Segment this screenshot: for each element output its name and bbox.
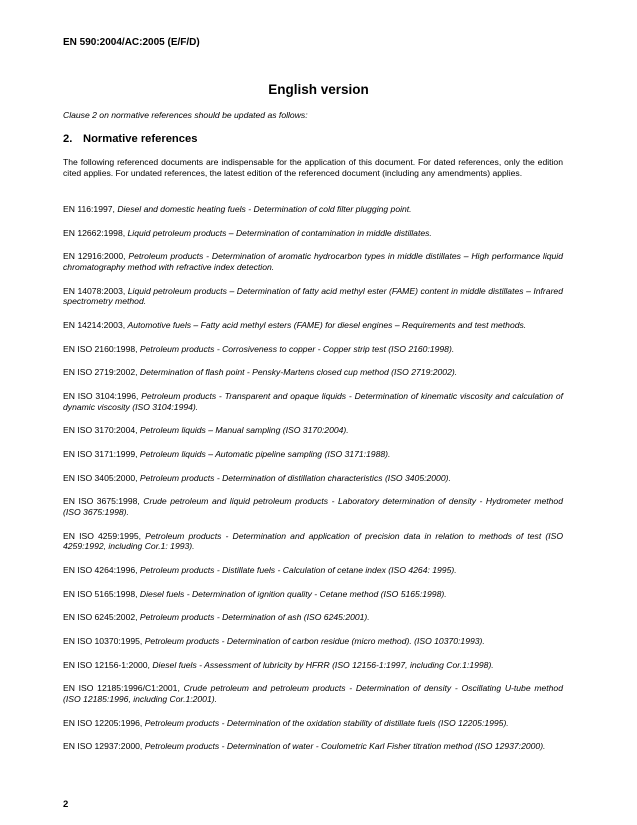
reference-title: Diesel fuels - Assessment of lubricity by HFRR (ISO 12156-1:1997, including Cor.1:1998).: [152, 659, 494, 670]
reference-item: [63, 367, 563, 378]
reference-title: Diesel fuels - Determination of ignition quality - Cetane method (ISO 5165:1998).: [139, 588, 447, 599]
reference-item: [63, 636, 563, 647]
reference-item: [63, 741, 563, 752]
reference-item: [63, 286, 563, 307]
page-number: 2: [63, 799, 69, 810]
reference-title: Petroleum products - Determination of water - Coulometric Karl Fisher titration method (ISO 12937:2000).: [144, 741, 546, 752]
reference-code: EN 12916:2000,: [63, 251, 129, 262]
reference-list: [63, 204, 563, 752]
reference-item: [63, 449, 563, 460]
reference-title: Determination of flash point - Pensky-Martens closed cup method (ISO 2719:2002).: [139, 367, 458, 378]
page-title: English version: [268, 82, 369, 97]
reference-item: [63, 425, 563, 436]
reference-title: Petroleum products - Corrosiveness to copper - Copper strip test (ISO 2160:1998).: [139, 343, 455, 354]
reference-title: Petroleum products - Distillate fuels - Calculation of cetane index (ISO 4264: 1995).: [139, 564, 457, 575]
reference-code: EN ISO 4259:1995,: [63, 530, 146, 541]
reference-code: EN 12662:1998,: [63, 227, 128, 238]
reference-code: EN ISO 3104:1996,: [63, 391, 142, 401]
reference-title: Petroleum products - Determination of aromatic hydrocarbon types in middle distillates – High performance liquid chromatography method with refractive index detection.: [63, 251, 563, 272]
reference-item: [63, 531, 563, 552]
reference-title: Liquid petroleum products – Determination of contamination in middle distillates.: [127, 227, 432, 238]
reference-item: [63, 496, 563, 517]
document-header: EN 590:2004/AC:2005 (E/F/D): [63, 37, 200, 48]
reference-title: Liquid petroleum products – Determination of fatty acid methyl ester (FAME) content in middle distillates – Infrared spectrometry method.: [63, 285, 563, 307]
reference-item: [63, 718, 563, 729]
reference-title: Petroleum products - Determination of ash (ISO 6245:2001).: [139, 612, 370, 623]
reference-title: Petroleum products - Determination of distillation characteristics (ISO 3405:2000).: [139, 472, 451, 483]
reference-item: [63, 660, 563, 671]
reference-title: Petroleum products - Determination of carbon residue (micro method). (ISO 10370:1993).: [144, 635, 485, 646]
reference-code: EN ISO 3170:2004,: [63, 425, 140, 436]
reference-code: EN ISO 4264:1996,: [63, 564, 140, 575]
reference-item: [63, 204, 563, 215]
reference-title: Automotive fuels – Fatty acid methyl esters (FAME) for diesel engines – Requirements and test methods.: [127, 319, 527, 330]
reference-code: EN 116:1997,: [63, 204, 118, 214]
reference-code: EN ISO 10370:1995,: [63, 635, 145, 646]
reference-item: [63, 251, 563, 272]
reference-item: [63, 344, 563, 355]
reference-title: Petroleum liquids – Manual sampling (ISO 3170:2004).: [139, 425, 349, 436]
intro-paragraph: The following referenced documents are indispensable for the application of this document. For dated references, only the edition cited applies. For undated references, the latest edition of the referenced document (including any amendments) applies.: [63, 157, 563, 178]
reference-item: [63, 683, 563, 704]
reference-item: [63, 589, 563, 600]
reference-code: EN 14214:2003,: [63, 319, 128, 330]
reference-item: [63, 612, 563, 623]
reference-title: Diesel and domestic heating fuels - Determination of cold filter plugging point.: [117, 204, 412, 214]
reference-title: Crude petroleum and liquid petroleum products - Laboratory determination of density - Hydrometer method (ISO 3675:1998).: [63, 496, 563, 517]
reference-code: EN ISO 5165:1998,: [63, 588, 140, 599]
reference-code: EN ISO 2160:1998,: [63, 343, 140, 354]
reference-item: [63, 391, 563, 412]
reference-title: Petroleum products - Determination of the oxidation stability of distillate fuels (ISO 12205:1995).: [144, 717, 509, 728]
update-note: Clause 2 on normative references should be updated as follows:: [63, 110, 308, 120]
reference-title: Crude petroleum and petroleum products - Determination of density - Oscillating U-tube method (ISO 12185:1996, including Cor.1:2001).: [63, 683, 563, 704]
section-title: Normative references: [83, 133, 198, 145]
reference-code: EN ISO 3675:1998,: [63, 496, 144, 507]
reference-item: [63, 473, 563, 484]
reference-item: [63, 565, 563, 576]
section-number: 2.: [63, 133, 73, 145]
reference-item: [63, 228, 563, 239]
reference-code: EN ISO 3405:2000,: [63, 472, 140, 483]
reference-title: Petroleum liquids – Automatic pipeline sampling (ISO 3171:1988).: [139, 448, 391, 459]
reference-code: EN ISO 3171:1999,: [63, 448, 140, 459]
reference-title: Petroleum products - Determination and application of precision data in relation to methods of test (ISO 4259:1992, including Cor.1: 1993).: [63, 530, 564, 552]
reference-code: EN ISO 12937:2000,: [63, 741, 145, 752]
section-heading: [63, 133, 197, 145]
reference-title: Petroleum products - Transparent and opaque liquids - Determination of kinematic viscosity and calculation of dynamic viscosity (ISO 3104:1994).: [63, 391, 563, 412]
reference-code: EN 14078:2003,: [63, 285, 128, 296]
reference-code: EN ISO 6245:2002,: [63, 612, 140, 623]
reference-code: EN ISO 12185:1996/C1:2001,: [63, 683, 184, 694]
reference-code: EN ISO 12156-1:2000,: [63, 659, 153, 670]
reference-code: EN ISO 12205:1996,: [63, 717, 145, 728]
reference-code: EN ISO 2719:2002,: [63, 367, 140, 378]
reference-item: [63, 320, 563, 331]
